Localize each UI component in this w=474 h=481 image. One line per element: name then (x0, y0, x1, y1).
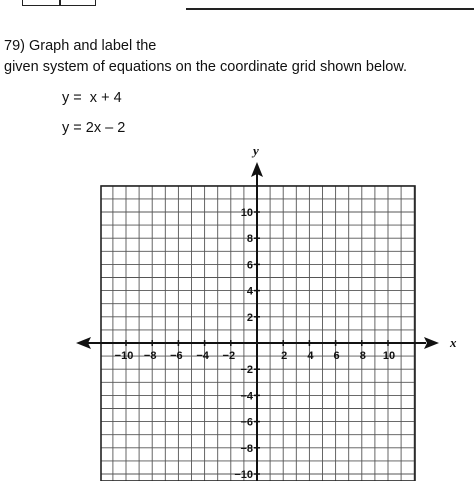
y-tick-label: −4 (240, 390, 253, 403)
y-tick-label: −6 (240, 416, 253, 429)
y-tick-label: −10 (234, 469, 253, 481)
x-tick-label: −8 (143, 350, 157, 362)
y-tick-label: 2 (246, 311, 253, 324)
y-tick-label: −2 (240, 364, 253, 377)
x-tick-label: −6 (170, 350, 183, 362)
y-tick-label: 6 (246, 259, 253, 272)
x-tick-label: 8 (359, 350, 366, 362)
x-tick-label: 10 (382, 350, 396, 362)
y-tick-label: −8 (240, 442, 253, 455)
x-tick-label: −2 (222, 350, 236, 362)
y-tick-label: 8 (246, 233, 253, 246)
x-tick-label: −4 (196, 350, 209, 362)
problem-prompt: given system of equations on the coordinate grid shown below. (4, 59, 408, 75)
problem-title: 79) Graph and label the (4, 38, 157, 54)
y-axis-label: y (253, 143, 259, 158)
x-tick-label: 2 (281, 350, 288, 362)
y-tick-label: 4 (246, 285, 253, 298)
equation-1: y = x + 4 (62, 90, 122, 106)
equation-2: y = 2x – 2 (62, 120, 126, 136)
y-tick-label: 10 (240, 207, 253, 219)
x-tick-label: 6 (333, 350, 340, 362)
x-tick-label: −10 (114, 350, 134, 362)
x-tick-label: 4 (307, 350, 314, 362)
x-axis-label: x (450, 335, 457, 350)
x-axis-arrow-right (424, 337, 439, 349)
axes (76, 162, 439, 481)
